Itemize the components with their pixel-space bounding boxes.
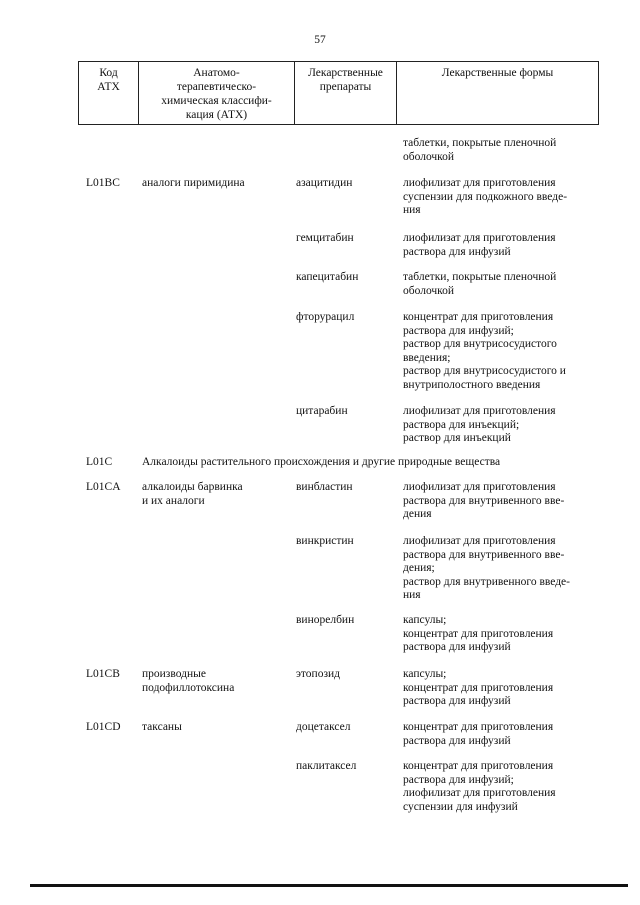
dosage-forms-line: раствор для инъекций [403,432,511,445]
drug-name: винбластин [296,481,353,493]
dosage-forms-line: раствор для внутрисосудистого [403,338,557,351]
classification-name-line: аналоги пиримидина [142,177,245,189]
dosage-forms-line: концентрат для приготовления [403,681,554,694]
dosage-forms [403,760,556,814]
atc-code: L01C [86,456,113,468]
dosage-forms-line: таблетки, покрытые пленочной [403,271,557,283]
dosage-forms-line: раствора для внутривенного вве- [403,548,565,561]
dosage-forms-line: оболочкой [403,284,455,297]
classification-name-line: и их аналоги [142,494,205,507]
drug-name: гемцитабин [296,232,354,244]
dosage-forms [403,721,553,748]
dosage-forms-line: лиофилизат для приготовления [403,535,556,547]
dosage-forms-line: суспензии для инфузий [403,800,518,813]
dosage-forms-line: лиофилизат для приготовления [403,232,556,244]
classification-name-line: подофиллотоксина [142,681,235,694]
dosage-forms-line: дения [403,508,432,521]
dosage-forms-line: раствор для внутривенного введе- [403,575,570,588]
drug-name: цитарабин [296,405,348,417]
dosage-forms-line: введения; [403,351,451,364]
dosage-forms [403,232,556,259]
drug-name: паклитаксел [296,760,357,772]
header-drugs: Лекарственные препараты [295,62,397,125]
dosage-forms [403,668,553,709]
drug-name: азацитидин [296,177,353,189]
page-number: 57 [314,34,326,46]
dosage-forms [403,311,566,393]
dosage-forms-line: раствора для инфузий [403,734,511,747]
dosage-forms-line: лиофилизат для приготовления [403,787,556,800]
dosage-forms-line: раствора для внутривенного вве- [403,494,565,507]
drug-name: этопозид [296,668,341,680]
atc-code: L01BC [86,177,120,189]
dosage-forms-line: ния [403,204,421,217]
dosage-forms-line: раствора для инфузий; [403,324,514,337]
dosage-forms-line: концентрат для приготовления [403,760,554,772]
dosage-forms [403,177,567,218]
dosage-forms-line: раствора для инфузий [403,695,511,708]
classification-name-line: производные [142,668,206,680]
drug-name: винорелбин [296,614,355,626]
group-title: Алкалоиды растительного происхождения и другие природные вещества [142,456,501,468]
dosage-forms-line: дения; [403,562,435,575]
drug-name: винкристин [296,535,354,547]
dosage-forms-line: капсулы; [403,668,447,680]
dosage-forms-line: концентрат для приготовления [403,627,554,640]
dosage-forms [403,614,553,655]
dosage-forms-line: таблетки, покрытые пленочной [403,137,557,149]
dosage-forms-line: концентрат для приготовления [403,721,554,733]
classification-name [142,668,234,695]
classification-name [142,177,245,191]
drug-name: капецитабин [296,271,359,283]
dosage-forms-line: раствора для инъекций; [403,418,520,431]
dosage-forms-line: раствора для инфузий [403,245,511,258]
dosage-forms-line: оболочкой [403,150,455,163]
dosage-forms [403,271,556,298]
dosage-forms-line: ния [403,589,421,602]
dosage-forms-line: раствора для инфузий; [403,773,514,786]
classification-name-line: алкалоиды барвинка [142,481,243,493]
header-classification: Анатомо- терапевтическо- химическая классифи- кация (АТХ) [139,62,295,125]
atc-code: L01CB [86,668,120,680]
atc-code: L01CD [86,721,121,733]
dosage-forms-line: лиофилизат для приготовления [403,177,556,189]
dosage-forms [403,481,564,522]
dosage-forms [403,137,556,164]
drug-name: доцетаксел [296,721,351,733]
dosage-forms-line: раствора для инфузий [403,641,511,654]
dosage-forms-line: концентрат для приготовления [403,311,554,323]
classification-name-line: таксаны [142,721,182,733]
classification-name [142,481,243,508]
classification-name [142,721,182,735]
dosage-forms-line: лиофилизат для приготовления [403,481,556,493]
header-code: Код АТХ [79,62,139,125]
header-forms: Лекарственные формы [397,62,599,125]
dosage-forms-line: лиофилизат для приготовления [403,405,556,417]
dosage-forms-line: капсулы; [403,614,447,626]
dosage-forms-line: раствор для внутрисосудистого и [403,365,566,378]
dosage-forms-line: внутриполостного введения [403,378,541,391]
atc-code: L01CA [86,481,121,493]
dosage-forms-line: суспензии для подкожного введе- [403,190,568,203]
dosage-forms [403,535,570,603]
bottom-rule [30,884,628,887]
drug-name: фторурацил [296,311,355,323]
dosage-forms [403,405,556,446]
